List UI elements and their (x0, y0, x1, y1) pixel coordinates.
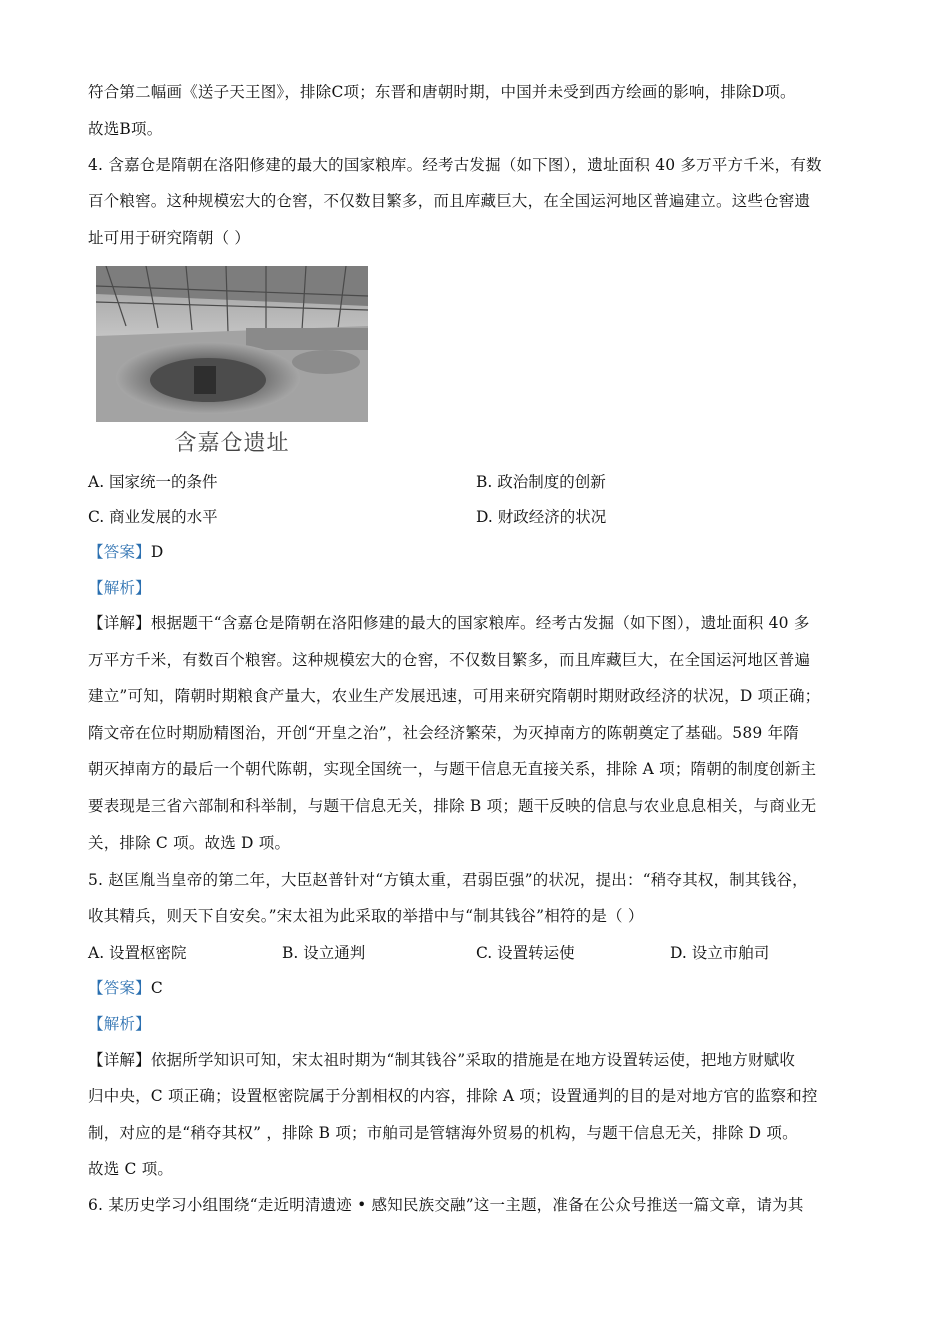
answer-value: C (150, 979, 163, 997)
q5-option-a: A. 设置枢密院 (88, 944, 187, 962)
detail-tag: 【详解】 (88, 1051, 151, 1069)
text-line: 故选B项。 (88, 120, 163, 138)
question-4-stem: 百个粮窖。这种规模宏大的仓窖，不仅数目繁多，而且库藏巨大，在全国运河地区普遍建立。这些仓窖遗 (88, 192, 811, 210)
q5-option-b: B. 设立通判 (282, 944, 366, 962)
hanjia-granary-photo (96, 266, 368, 454)
detail-tag: 【详解】 (88, 614, 151, 632)
analysis-tag: 【解析】 (88, 1015, 151, 1033)
q4-detail-line: 建立”可知，隋朝时期粮食产量大，农业生产发展迅速，可用来研究隋朝时期财政经济的状况，D 项正确； (88, 687, 821, 705)
q4-detail-line (88, 613, 868, 633)
q4-option-d: D. 财政经济的状况 (476, 508, 607, 526)
q5-answer (88, 978, 868, 998)
q4-detail-line: 隋文帝在位时期励精图治，开创“开皇之治”，社会经济繁荣，为灭掉南方的陈朝奠定了基础。589 年隋 (88, 724, 799, 742)
q5-option-c: C. 设置转运使 (476, 944, 575, 962)
text-line: 符合第二幅画《送子天王图》，排除C项；东晋和唐朝时期，中国并未受到西方绘画的影响，排除D项。 (88, 83, 796, 101)
question-6-stem: 6. 某历史学习小组围绕“走近明清遗迹 • 感知民族交融”这一主题，准备在公众号推送一篇文章，请为其 (88, 1196, 804, 1214)
question-4-stem: 址可用于研究隋朝（ ） (88, 229, 251, 247)
q4-detail-line: 朝灭掉南方的最后一个朝代陈朝，实现全国统一，与题干信息无直接关系，排除 A 项；隋朝的制度创新主 (88, 760, 817, 778)
q5-detail-line: 故选 C 项。 (88, 1160, 174, 1178)
answer-value: D (150, 543, 164, 561)
answer-tag: 【答案】 (88, 543, 151, 561)
q4-option-c: C. 商业发展的水平 (88, 508, 218, 526)
q4-analysis-heading (88, 578, 868, 598)
answer-tag: 【答案】 (88, 979, 151, 997)
question-5-stem: 5. 赵匡胤当皇帝的第二年，大臣赵普针对“方镇太重，君弱臣强”的状况，提出：“稍夺其权，制其钱谷， (88, 871, 808, 889)
q5-detail-line (88, 1050, 868, 1070)
analysis-tag: 【解析】 (88, 579, 151, 597)
q4-detail-line: 要表现是三省六部制和科举制，与题干信息无关，排除 B 项；题干反映的信息与农业息息相关，与商业无 (88, 797, 817, 815)
detail-text: 根据题干“含嘉仓是隋朝在洛阳修建的最大的国家粮库。经考古发掘（如下图），遗址面积 40 多 (150, 614, 810, 632)
question-4-stem: 4. 含嘉仓是隋朝在洛阳修建的最大的国家粮库。经考古发掘（如下图），遗址面积 40 多万平方千米，有数 (88, 156, 822, 174)
q4-detail-line: 万平方千米，有数百个粮窖。这种规模宏大的仓窖，不仅数目繁多，而且库藏巨大，在全国运河地区普遍 (88, 651, 811, 669)
q4-detail-line: 关，排除 C 项。故选 D 项。 (88, 834, 291, 852)
q4-answer (88, 542, 868, 562)
excavation-site-image (96, 266, 368, 422)
q5-detail-line: 归中央，C 项正确；设置枢密院属于分割相权的内容，排除 A 项；设置通判的目的是对地方官的监察和控 (88, 1087, 818, 1105)
q4-option-a: A. 国家统一的条件 (88, 473, 218, 491)
q5-analysis-heading (88, 1014, 868, 1034)
q5-option-d: D. 设立市舶司 (670, 944, 770, 962)
figure-caption: 含嘉仓遗址 (174, 431, 290, 456)
question-5-stem: 收其精兵，则天下自安矣。”宋太祖为此采取的举措中与“制其钱谷”相符的是（ ） (88, 907, 644, 925)
q4-option-b: B. 政治制度的创新 (476, 473, 606, 491)
detail-text: 依据所学知识可知，宋太祖时期为“制其钱谷”采取的措施是在地方设置转运使，把地方财赋收 (150, 1051, 796, 1069)
q5-detail-line: 制，对应的是“稍夺其权” ，排除 B 项；市舶司是管辖海外贸易的机构，与题干信息无关，排除 D 项。 (88, 1124, 798, 1142)
